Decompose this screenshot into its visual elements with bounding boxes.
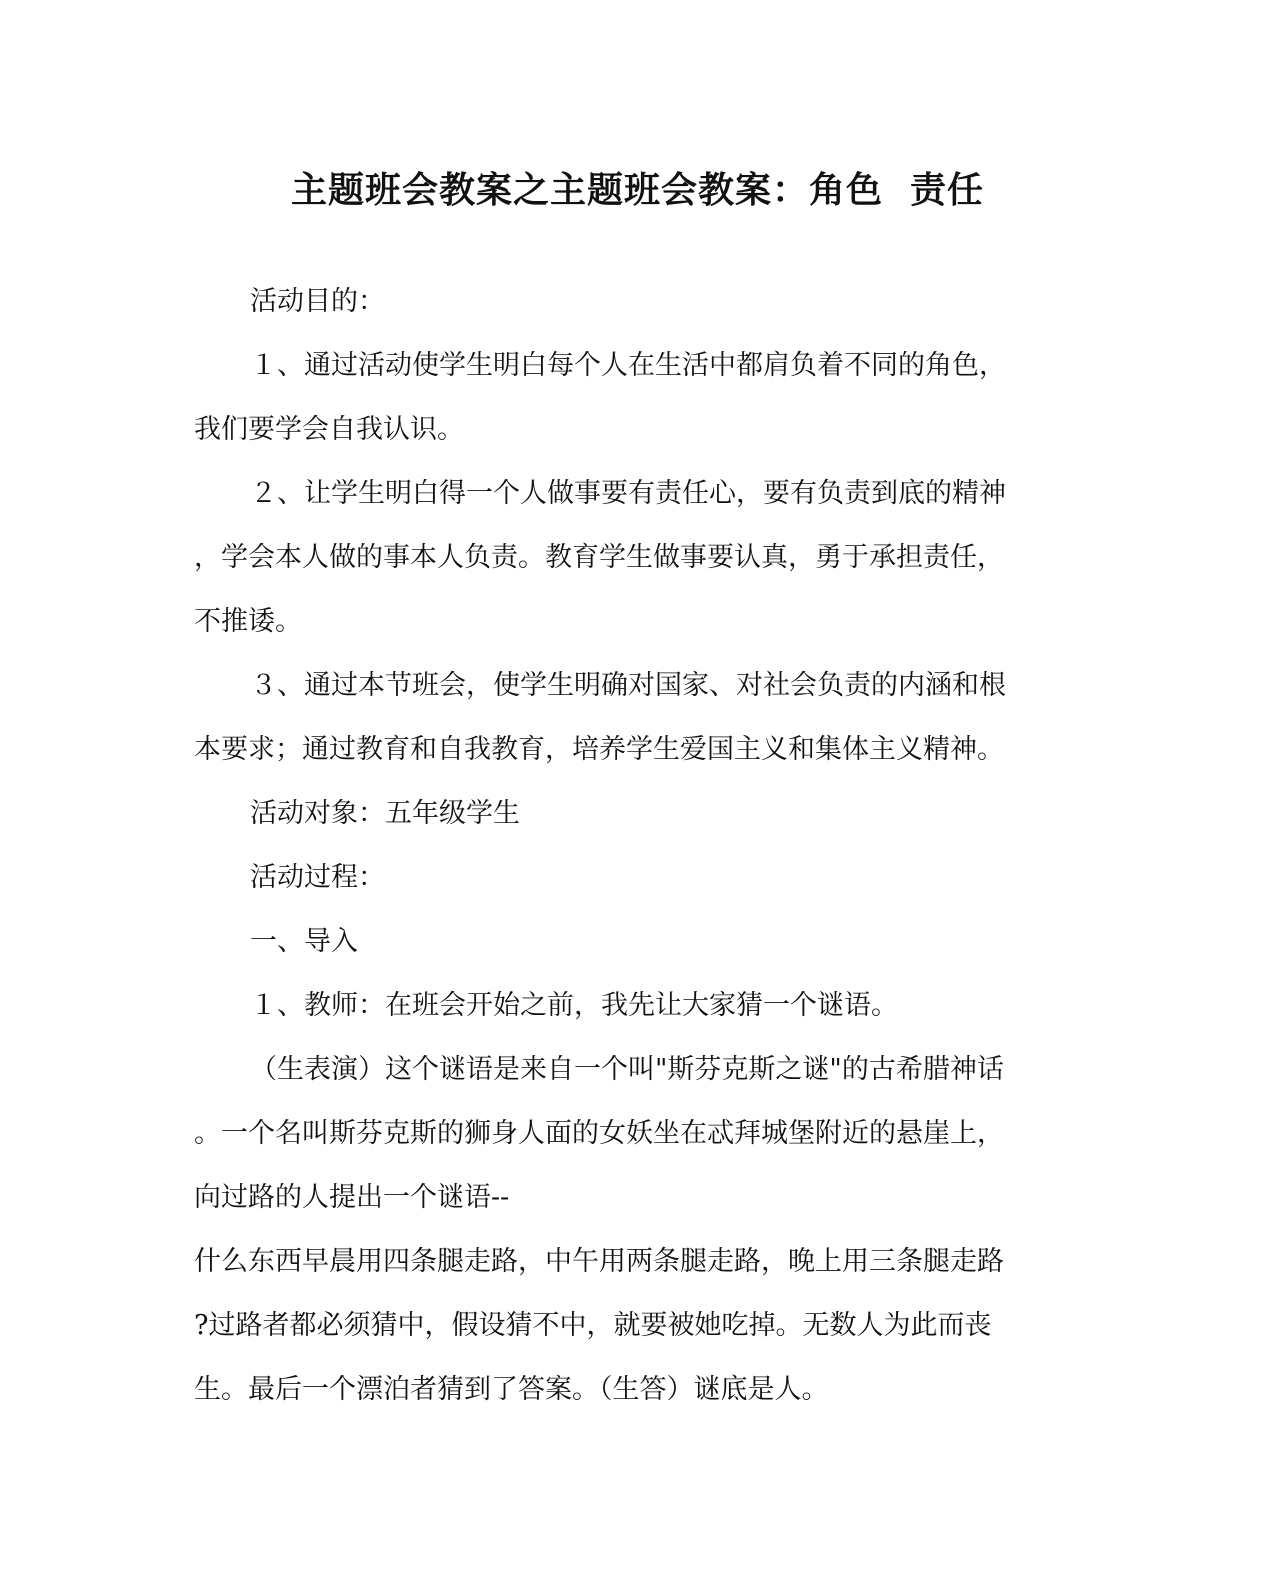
paragraph-line: ，学会本人做的事本人负责。教育学生做事要认真，勇于承担责任， bbox=[194, 542, 1004, 573]
paragraph-line: 向过路的人提出一个谜语-- bbox=[194, 1182, 510, 1213]
paragraph-line: 我们要学会自我认识。 bbox=[194, 414, 464, 445]
paragraph-line: 活动目的： bbox=[250, 286, 385, 317]
paragraph-line: ２、让学生明白得一个人做事要有责任心，要有负责到底的精神 bbox=[250, 478, 1006, 509]
paragraph-line: １、通过活动使学生明白每个人在生活中都肩负着不同的角色， bbox=[250, 350, 1006, 381]
paragraph-line: 活动过程： bbox=[250, 862, 385, 893]
paragraph-line: ?过路者都必须猜中，假设猜不中，就要被她吃掉。无数人为此而丧 bbox=[194, 1310, 992, 1341]
paragraph-line: １、教师：在班会开始之前，我先让大家猜一个谜语。 bbox=[250, 990, 898, 1021]
paragraph-line: ３、通过本节班会，使学生明确对国家、对社会负责的内涵和根 bbox=[250, 670, 1006, 701]
paragraph-line: 什么东西早晨用四条腿走路，中午用两条腿走路，晚上用三条腿走路 bbox=[194, 1246, 1004, 1277]
paragraph-line: 活动对象：五年级学生 bbox=[250, 798, 520, 829]
paragraph-line: （生表演）这个谜语是来自一个叫"斯芬克斯之谜"的古希腊神话 bbox=[250, 1054, 1004, 1085]
paragraph-line: 。一个名叫斯芬克斯的狮身人面的女妖坐在忒拜城堡附近的悬崖上， bbox=[194, 1118, 1004, 1149]
section-heading: 一、导入 bbox=[250, 926, 358, 957]
paragraph-line: 不推诿。 bbox=[194, 606, 302, 637]
paragraph-line: 本要求；通过教育和自我教育，培养学生爱国主义和集体主义精神。 bbox=[194, 734, 1004, 765]
document-title: 主题班会教案之主题班会教案：角色 责任 bbox=[290, 169, 985, 211]
paragraph-line: 生。最后一个漂泊者猜到了答案。（生答）谜底是人。 bbox=[194, 1374, 829, 1405]
